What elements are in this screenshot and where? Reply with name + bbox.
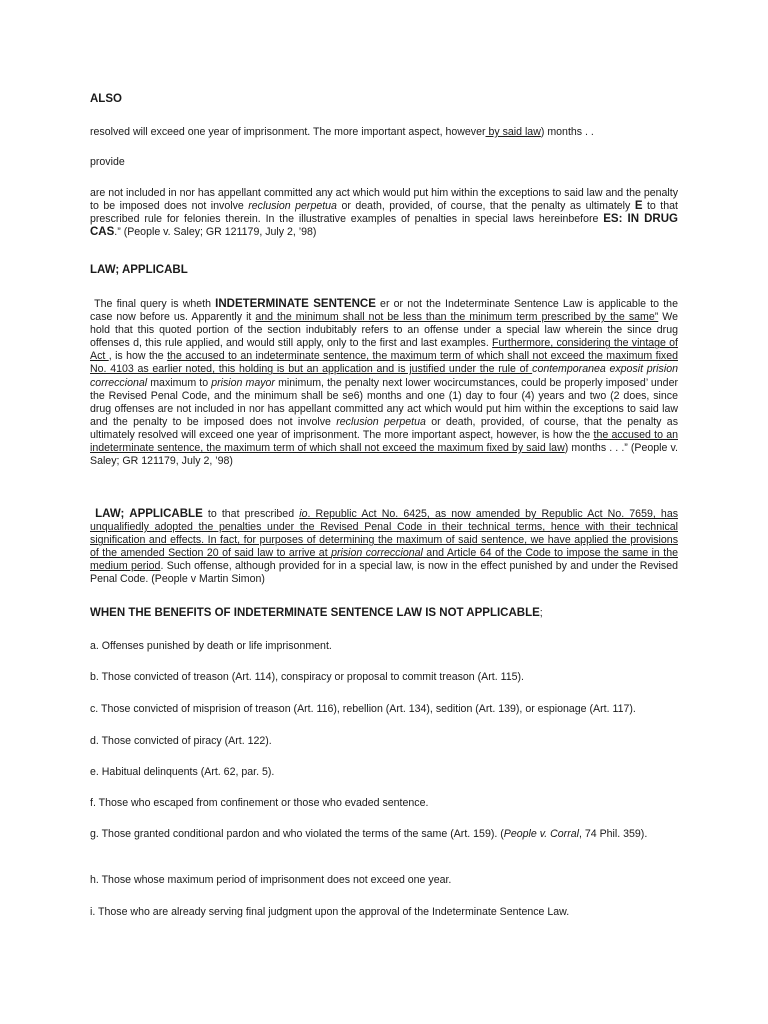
text-run: resolved will exceed one year of imprisonment. The more important aspect, however — [90, 126, 486, 138]
list-item-i: i. Those who are already serving final judgment upon the approval of the Indeterminate Sentence Law. — [90, 906, 570, 918]
text-run-italic: prision correccional — [90, 363, 678, 389]
paragraph-exceptions — [90, 187, 678, 239]
text-run-underlined: and Article 64 of the Code to impose the same in the medium period — [90, 547, 678, 573]
text-run: We hold that this quoted portion of the section indubitably refers to an offense under a special law wherein the since drug offenses d, this rule applied, and would still apply, only to the first and last examples. — [90, 311, 678, 350]
text-run-bold: INDETERMINATE SENTENCE — [215, 298, 376, 310]
text-run-underlined: . Republic Act No. 6425, as now amended by Republic Act No. 7659, has unqualifiedly adopted the penalties under the Revised Penal Code in their technical terms, hence with their technical signification and effects. In fact, for purposes of determining the maximum of said sentence, we have applied the provisions of the amended Section 20 of said law to arrive at — [90, 508, 679, 560]
text-run: er or not the Indeterminate Sentence Law is applicable to the case now before us. Apparently it — [90, 298, 678, 324]
text-run: The final query is wheth — [94, 298, 216, 310]
text-run: or death, provided, of course, that the penalty as ultimately — [336, 200, 635, 213]
text-run: to that prescribed rule for felonies therein. In the illustrative examples of penalties in special laws hereinbefore — [90, 200, 678, 226]
text-run-italic: reclusion perpetua — [248, 200, 337, 213]
text-run: maximum to — [147, 376, 212, 389]
text-run-underlined-italic: io — [299, 508, 308, 520]
paragraph-law-applicable — [90, 508, 678, 587]
heading-when-not-applicable — [90, 607, 678, 620]
list-item-a: a. Offenses punished by death or life imprisonment. — [90, 640, 332, 652]
text-run: ) months . . .” (People v. Saley; GR 121179, July 2, ’98) — [90, 442, 678, 468]
list-item-f: f. Those who escaped from confinement or those who evaded sentence. — [90, 797, 429, 809]
text-run-underlined: the accused to an indeterminate sentence, the maximum term of which shall not exceed the maximum fixed by said law — [90, 428, 678, 455]
text-run-bold: E — [634, 200, 643, 213]
text-run: , 74 Phil. 359). — [578, 828, 648, 840]
paragraph-provide: provide — [90, 156, 125, 168]
text-run: , is how the — [108, 350, 168, 363]
text-run-underlined-italic: prision correccional — [331, 547, 423, 560]
text-run-underlined: by said law — [485, 126, 541, 138]
text-run: . Such offense, although provided for in a special law, is now in the effect punished by and under the Revised Penal Code. (People v Martin Simon) — [90, 560, 678, 586]
text-run: g. Those granted conditional pardon and who violated the terms of the same (Art. 159). ( — [90, 828, 504, 840]
text-run-italic: reclusion perpetua — [336, 415, 426, 428]
text-run: or death, provided, of course, that the penalty as ultimately resolved will exceed one year of imprisonment. The more important aspect, however, is how the — [90, 415, 678, 441]
text-run-bold: ES: IN DRUG CAS — [90, 213, 678, 239]
text-run: minimum, the penalty next lower wocircumstances, could be properly imposed’ under the Revised Penal Code, and the minimum shall be se6) months and one (1) day to four (4) years and two (2 does, since drug offenses are not included in nor has appellant committed any act which would put him within the exceptions to said law and the penalty to be imposed does not involve — [90, 376, 678, 428]
text-run: are not included in nor has appellant committed any act which would put him within the exceptions to said law and the penalty to be imposed does not involve — [90, 187, 678, 213]
list-item-b: b. Those convicted of treason (Art. 114), conspiracy or proposal to commit treason (Art. 115). — [90, 671, 524, 683]
list-item-e: e. Habitual delinquents (Art. 62, par. 5). — [90, 766, 275, 778]
heading-tail: ; — [539, 607, 543, 619]
text-run-italic: prision mayor — [211, 376, 275, 389]
text-run-underlined: and the minimum shall not be less than the minimum term prescribed by the same” — [255, 311, 659, 324]
list-item-d: d. Those convicted of piracy (Art. 122). — [90, 735, 272, 747]
list-item-c: c. Those convicted of misprision of treason (Art. 116), rebellion (Art. 134), sedition (Art. 139), or espionage (Art. 117). — [90, 703, 636, 715]
paragraph-final-query — [90, 298, 678, 468]
list-item-g — [90, 828, 678, 841]
text-run-bold: LAW; APPLICABLE — [95, 508, 203, 520]
text-run-underlined: Furthermore, considering the vintage of Act — [90, 337, 678, 363]
text-run: to that prescribed — [202, 508, 300, 520]
heading-law-applicabl: LAW; APPLICABL — [90, 264, 188, 276]
text-run-italic: contemporanea exposit — [532, 363, 644, 376]
heading-text: WHEN THE BENEFITS OF INDETERMINATE SENTENCE LAW IS NOT APPLICABLE — [90, 607, 540, 619]
text-run: ) months . . — [540, 126, 594, 138]
text-run: .” (People v. Saley; GR 121179, July 2, ’98) — [114, 226, 317, 239]
text-run-underlined: the accused to an indeterminate sentence, the maximum term of which shall not exceed the maximum fixed No. 4103 as earlier noted, this holding is but an application and is justified under the rule of — [90, 350, 679, 376]
list-item-h: h. Those whose maximum period of imprisonment does not exceed one year. — [90, 874, 452, 886]
case-citation: People v. Corral — [503, 828, 579, 840]
paragraph-resolved — [90, 126, 678, 139]
heading-also: ALSO — [90, 93, 122, 105]
